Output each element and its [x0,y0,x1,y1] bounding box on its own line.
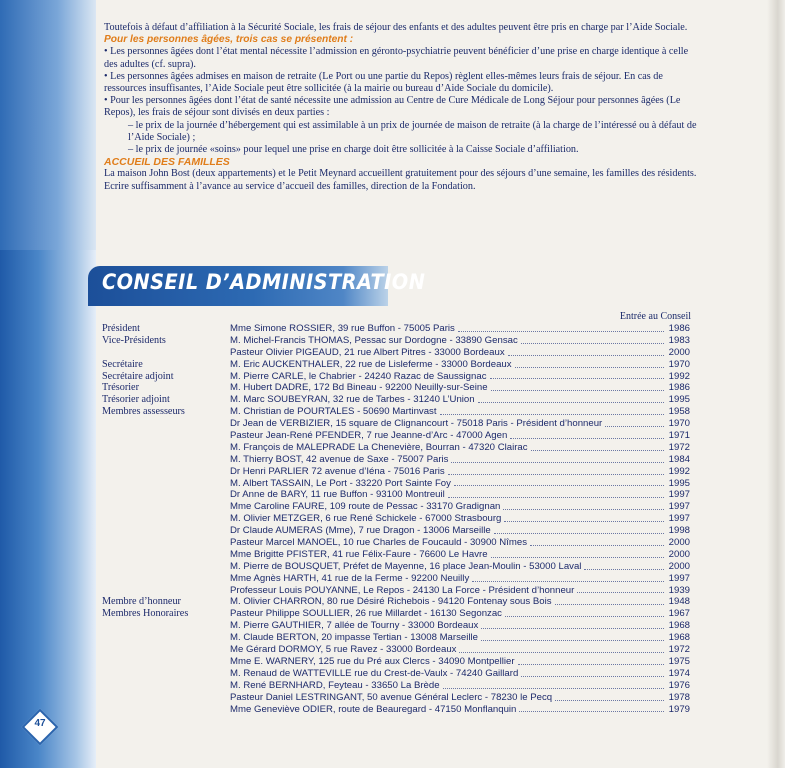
leader-dots [448,466,664,475]
member-name: Mme Brigitte PFISTER, 41 rue Félix-Faure - 76600 Le Havre [230,548,488,560]
member-year: 1972 [668,441,690,453]
member-name: M. Christian de POURTALES - 50690 Martinvast [230,406,437,418]
member-year: 1997 [668,572,690,584]
role-label [102,418,227,430]
member-row [230,656,690,668]
member-row [230,323,690,335]
intro-bullet-2: • Les personnes âgées admises en maison de retraite (Le Port ou une partie du Repos) règlent elles-mêmes leurs frais de séjour. En cas de ressources insuffisantes, l’Aide Sociale peut être sollicitée (à la mairie ou bureau d’Aide Sociale du domicile). [104,70,663,95]
leader-dots [521,335,664,344]
member-year: 1974 [668,667,690,679]
member-year: 1967 [668,608,690,620]
leader-dots [472,573,664,582]
member-year: 2000 [668,537,690,549]
intro-bullet-1: • Les personnes âgées dont l’état mental nécessite l’admission en géronto-psychiatrie peuvent bénéficier d’une prise en charge identique à celle des adultes (cf. supra). [104,46,689,70]
member-name: M. Thierry BOST, 42 avenue de Saxe - 75007 Paris [230,453,449,465]
member-row [230,573,690,585]
leader-dots [491,549,664,558]
member-name: Mme Caroline FAURE, 109 route de Pessac - 33170 Gradignan [230,501,501,513]
leader-dots [454,478,664,487]
role-label [102,430,227,442]
member-name: M. Pierre GAUTHIER, 7 allée de Tourny - 33000 Bordeaux [230,620,479,632]
member-name: Dr Jean de VERBIZIER, 15 square de Clignancourt - 75018 Paris - Président d’honneur [230,418,603,430]
member-name: M. Olivier METZGER, 6 rue René Schickele - 67000 Strasbourg [230,513,502,525]
member-year: 1958 [668,406,690,418]
role-label [102,489,227,501]
leader-dots [521,668,664,677]
member-year: 1971 [668,430,690,442]
role-label [102,549,227,561]
leader-dots [515,359,664,368]
member-row [230,466,690,478]
member-name: M. Marc SOUBEYRAN, 32 rue de Tarbes - 31240 L’Union [230,394,475,406]
member-name: Dr Henri PARLIER 72 avenue d’Iéna - 75016 Paris [230,465,445,477]
member-year: 1995 [668,477,690,489]
member-name: Pasteur Jean-René PFENDER, 7 rue Jeanne-d’Arc - 47000 Agen [230,430,508,442]
member-name: Mme Geneviève ODIER, route de Beauregard - 47150 Monflanquin [230,703,517,715]
member-name: Mme Simone ROSSIER, 39 rue Buffon - 75005 Paris [230,323,455,334]
member-year: 1998 [668,525,690,537]
member-row [230,489,690,501]
leader-dots [491,382,664,391]
member-name: M. François de MALEPRADE La Chenevière, Bourran - 47320 Clairac [230,441,528,453]
member-year: 1948 [668,596,690,608]
member-year: 1997 [668,501,690,513]
role-label [102,573,227,585]
member-row [230,680,690,692]
member-row [230,537,690,549]
role-label [102,454,227,466]
member-name: M. Pierre CARLE, le Chabrier - 24240 Razac de Saussignac [230,370,487,382]
member-name: M. Hubert DADRE, 172 Bd Bineau - 92200 Neuilly-sur-Seine [230,382,488,394]
section-title: CONSEIL D’ADMINISTRATION [102,270,426,294]
member-year: 1986 [668,323,690,334]
left-decorative-band-top [0,0,96,250]
leader-dots [478,394,664,403]
member-row [230,561,690,573]
leader-dots [508,347,664,356]
member-name: M. Pierre de BOUSQUET, Préfet de Mayenne, 16 place Jean-Moulin - 53000 Laval [230,560,582,572]
member-name: M. Olivier CHARRON, 80 rue Désiré Richebois - 94120 Fontenay sous Bois [230,596,552,608]
member-name: M. Eric AUCKENTHALER, 22 rue de Lisleferme - 33000 Bordeaux [230,358,512,370]
member-row [230,525,690,537]
roles-column [102,323,227,620]
member-year: 1983 [668,334,690,346]
member-year: 1939 [668,584,690,596]
role-label: Membres Honoraires [102,608,189,620]
member-row [230,359,690,371]
member-name: M. Claude BERTON, 20 impasse Tertian - 13008 Marseille [230,632,478,644]
member-row [230,644,690,656]
leader-dots [458,323,664,332]
leader-dots [504,513,664,522]
member-year: 1968 [668,620,690,632]
intro-text-block [104,22,704,193]
member-year: 2000 [668,560,690,572]
member-row [230,704,690,716]
member-year: 1992 [668,370,690,382]
member-name: Pasteur Daniel LESTRINGANT, 50 avenue Général Leclerc - 78230 le Pecq [230,691,553,703]
intro-bullet-3: • Pour les personnes âgées dont l’état de santé nécessite une admission au Centre de Cure Médicale de Long Séjour pour personnes âgées (Le Repos), les frais de séjour sont divisés en deux parties : [104,95,681,119]
role-label: Secrétaire adjoint [102,370,174,382]
member-row [230,608,690,620]
role-label [102,442,227,454]
member-name: M. Michel-Francis THOMAS, Pessac sur Dordogne - 33890 Gensac [230,334,518,346]
role-label: Membres assesseurs [102,406,185,418]
leader-dots [530,537,664,546]
leader-dots [494,525,664,534]
leader-dots [440,406,664,415]
role-label [102,585,227,597]
role-label: Trésorier adjoint [102,394,170,406]
member-row [230,442,690,454]
member-row [230,501,690,513]
role-label: Vice-Présidents [102,334,166,346]
intro-bullet-3b: – le prix de journée «soins» pour lequel une prise en charge doit être sollicitée à la Caisse Sociale d’affiliation. [128,144,579,156]
leader-dots [505,608,664,617]
role-label [102,466,227,478]
leader-dots [459,644,664,653]
member-row [230,549,690,561]
member-name: M. René BERNHARD, Feyteau - 33650 La Brède [230,679,440,691]
role-label [102,561,227,573]
member-row [230,454,690,466]
member-row [230,335,690,347]
leader-dots [490,371,665,380]
role-label [102,501,227,513]
member-year: 1995 [668,394,690,406]
member-year: 1984 [668,453,690,465]
member-name: M. Albert TASSAIN, Le Port - 33220 Port Sainte Foy [230,477,451,489]
role-label: Membre d’honneur [102,596,181,608]
member-row [230,418,690,430]
member-year: 1972 [668,644,690,656]
leader-dots [518,656,664,665]
member-year: 1968 [668,632,690,644]
member-name: M. Renaud de WATTEVILLE rue du Crest-de-Vaulx - 74240 Gaillard [230,667,519,679]
member-year: 1978 [668,691,690,703]
member-name: Dr Anne de BARY, 11 rue Buffon - 93100 Montreuil [230,489,445,501]
leader-dots [510,430,664,439]
member-row [230,430,690,442]
leader-dots [555,596,664,605]
member-year: 1979 [668,703,690,715]
leader-dots [503,501,664,510]
role-label [102,525,227,537]
leader-dots [577,585,664,594]
members-list [230,323,690,715]
member-year: 1970 [668,418,690,430]
member-year: 1975 [668,655,690,667]
leader-dots [448,489,664,498]
leader-dots [451,454,664,463]
member-row [230,478,690,490]
role-label: Trésorier [102,382,139,394]
member-year: 1970 [668,358,690,370]
leader-dots [555,692,664,701]
member-year: 1986 [668,382,690,394]
member-row [230,596,690,608]
role-label [102,478,227,490]
leader-dots [605,418,664,427]
member-name: Me Gérard DORMOY, 5 rue Ravez - 33000 Bordeaux [230,644,457,656]
role-label [102,513,227,525]
leader-dots [481,632,664,641]
role-label [102,537,227,549]
member-year: 2000 [668,548,690,560]
member-row [230,394,690,406]
member-name: Pasteur Olivier PIGEAUD, 21 rue Albert Pitres - 33000 Bordeaux [230,346,505,358]
member-row [230,620,690,632]
member-row [230,632,690,644]
leader-dots [443,680,664,689]
member-row [230,668,690,680]
member-row [230,513,690,525]
member-year: 1997 [668,513,690,525]
member-name: Dr Claude AUMERAS (Mme), 7 rue Dragon - 13006 Marseille [230,525,491,537]
leader-dots [584,561,664,570]
accueil-title: ACCUEIL DES FAMILLES [104,156,230,169]
intro-subtitle: Pour les personnes âgées, trois cas se présentent : [104,34,354,46]
intro-bullet-3a: – le prix de la journée d’hébergement qui est assimilable à un prix de journée de maison de retraite (à la charge de l’intéressé ou à défaut de l’Aide Sociale) ; [128,119,697,143]
member-year: 1992 [668,465,690,477]
role-label [102,347,227,359]
entree-header: Entrée au Conseil [619,311,691,322]
accueil-text: La maison John Bost (deux appartements) et le Petit Meynard accueillent gratuitement pour des séjours d’une semaine, les familles des résidents. Ecrire suffisamment à l’avance au service d’accueil des familles, direction de la Fondation. [104,168,697,192]
member-row [230,382,690,394]
member-row [230,347,690,359]
member-name: Mme E. WARNERY, 125 rue du Pré aux Clercs - 34090 Montpellier [230,655,515,667]
member-name: Mme Agnès HARTH, 41 rue de la Ferme - 92200 Neuilly [230,572,470,584]
page-number: 47 [34,718,46,729]
member-year: 1997 [668,489,690,501]
member-row [230,585,690,597]
intro-paragraph: Toutefois à défaut d’affiliation à la Sécurité Sociale, les frais de séjour des enfants et des adultes peuvent être pris en charge par l’Aide Sociale. [104,22,688,33]
leader-dots [481,620,664,629]
member-year: 1976 [668,679,690,691]
member-name: Pasteur Philippe SOULLIER, 26 rue Millardet - 16130 Segonzac [230,608,502,620]
role-label: Secrétaire [102,358,143,370]
member-name: Professeur Louis POUYANNE, Le Repos - 24130 La Force - Président d’honneur [230,584,575,596]
leader-dots [519,704,664,713]
member-row [230,692,690,704]
member-year: 2000 [668,346,690,358]
role-label: Président [102,323,140,334]
leader-dots [531,442,664,451]
member-name: Pasteur Marcel MANOEL, 10 rue Charles de Foucauld - 30900 Nîmes [230,537,528,549]
book-gutter [767,0,785,768]
member-row [230,406,690,418]
member-row [230,371,690,383]
